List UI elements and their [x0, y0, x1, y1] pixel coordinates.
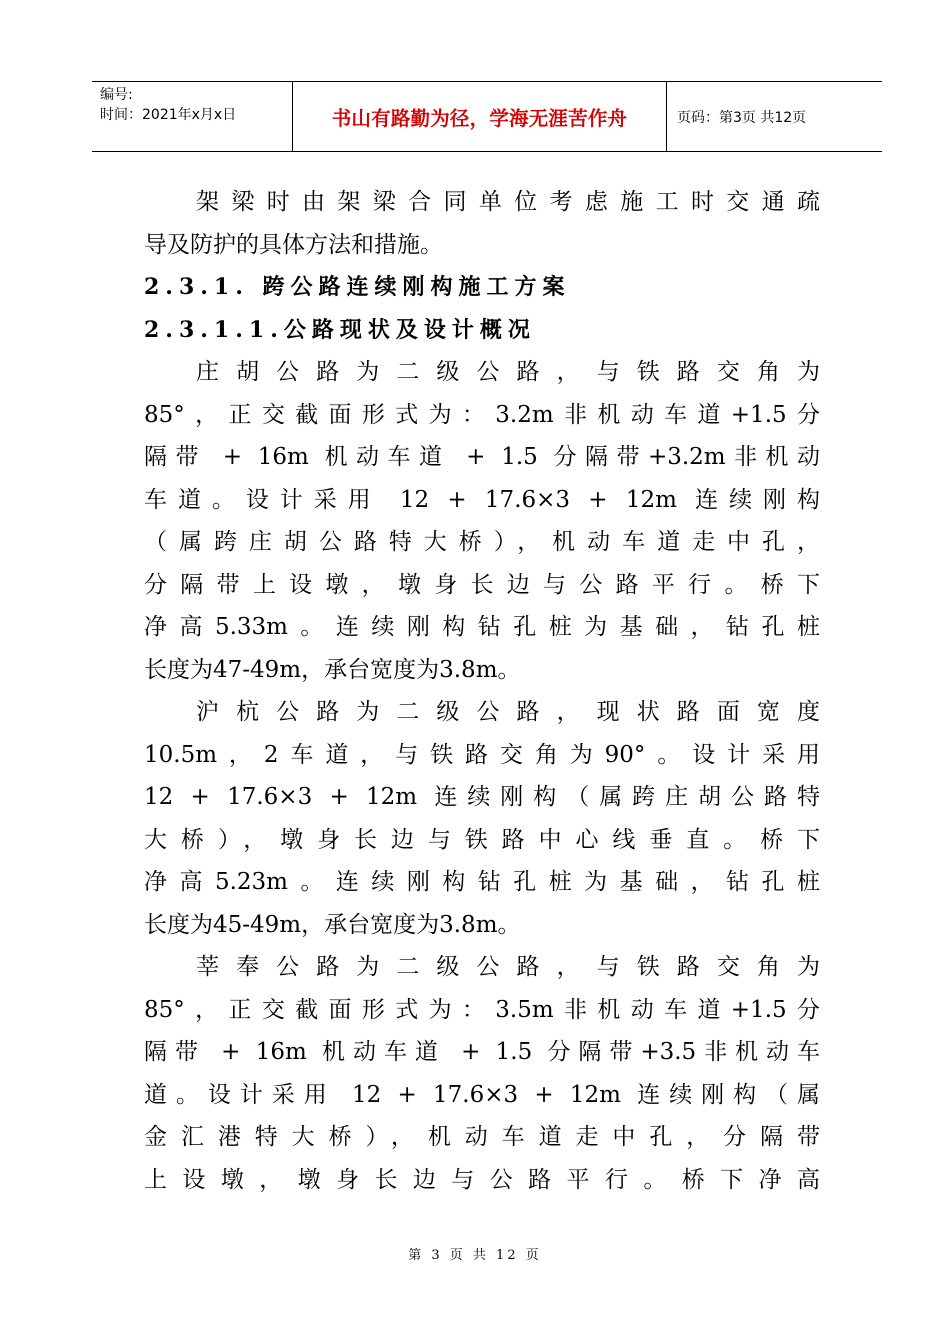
text-line: 导及防护的具体方法和措施。 [144, 231, 443, 258]
header-slogan: 书山有路勤为径，学海无涯苦作舟 [293, 82, 667, 151]
text-line: （属跨庄胡公路特大桥），机动车道走中孔， [144, 529, 820, 555]
section-heading: 2.3.1. 跨公路连续刚构施工方案 [144, 274, 571, 300]
text-line: 隔带 + 16m 机动车道 + 1.5 分隔带+3.5非机动车 [144, 1039, 820, 1065]
text-line: 隔带 + 16m 机动车道 + 1.5 分隔带+3.2m非机动 [144, 444, 820, 470]
text-line: 85°，正交截面形式为：3.5m非机动车道+1.5分 [144, 996, 820, 1023]
text-line: 沪杭公路为二级公路，现状路面宽度 [196, 699, 820, 725]
text-line: 长度为45-49m，承台宽度为3.8m。 [144, 911, 521, 938]
text-line: 车道。设计采用 12 + 17.6×3 + 12m 连续刚构 [144, 486, 820, 513]
text-line: 道。设计采用 12 + 17.6×3 + 12m 连续刚构（属 [144, 1081, 820, 1108]
code-label: 编号: [100, 87, 133, 103]
text-line: 上设墩，墩身长边与公路平行。桥下净高 [144, 1166, 820, 1193]
subsection-heading: 2.3.1.1.公路现状及设计概况 [144, 316, 536, 343]
page-footer: 第 3 页 共 12 页 [408, 1248, 542, 1263]
document-body [144, 181, 820, 1201]
text-line: 净高5.33m。连续刚构钻孔桩为基础，钻孔桩 [144, 614, 820, 640]
text-line: 12 + 17.6×3 + 12m 连续刚构（属跨庄胡公路特 [144, 784, 820, 810]
header-meta [92, 82, 293, 151]
text-line: 净高5.23m。连续刚构钻孔桩为基础，钻孔桩 [144, 869, 820, 895]
text-line: 10.5m，2车道，与铁路交角为90°。设计采用 [144, 741, 820, 768]
text-line: 莘奉公路为二级公路，与铁路交角为 [196, 954, 820, 980]
text-line: 庄胡公路为二级公路，与铁路交角为 [196, 359, 820, 385]
text-line: 大桥），墩身长边与铁路中心线垂直。桥下 [144, 826, 820, 853]
page-header [92, 81, 882, 152]
header-page-label: 页码：第3页 共12页 [677, 109, 807, 126]
text-line: 85°，正交截面形式为：3.2m非机动车道+1.5分 [144, 401, 820, 428]
text-line: 金汇港特大桥），机动车道走中孔，分隔带 [144, 1124, 820, 1150]
text-line: 分隔带上设墩，墩身长边与公路平行。桥下 [144, 571, 820, 598]
text-line: 长度为47-49m，承台宽度为3.8m。 [144, 656, 521, 683]
text-line: 架梁时由架梁合同单位考虑施工时交通疏 [196, 189, 820, 215]
time-label: 时间：2021年x月x日 [100, 107, 237, 123]
